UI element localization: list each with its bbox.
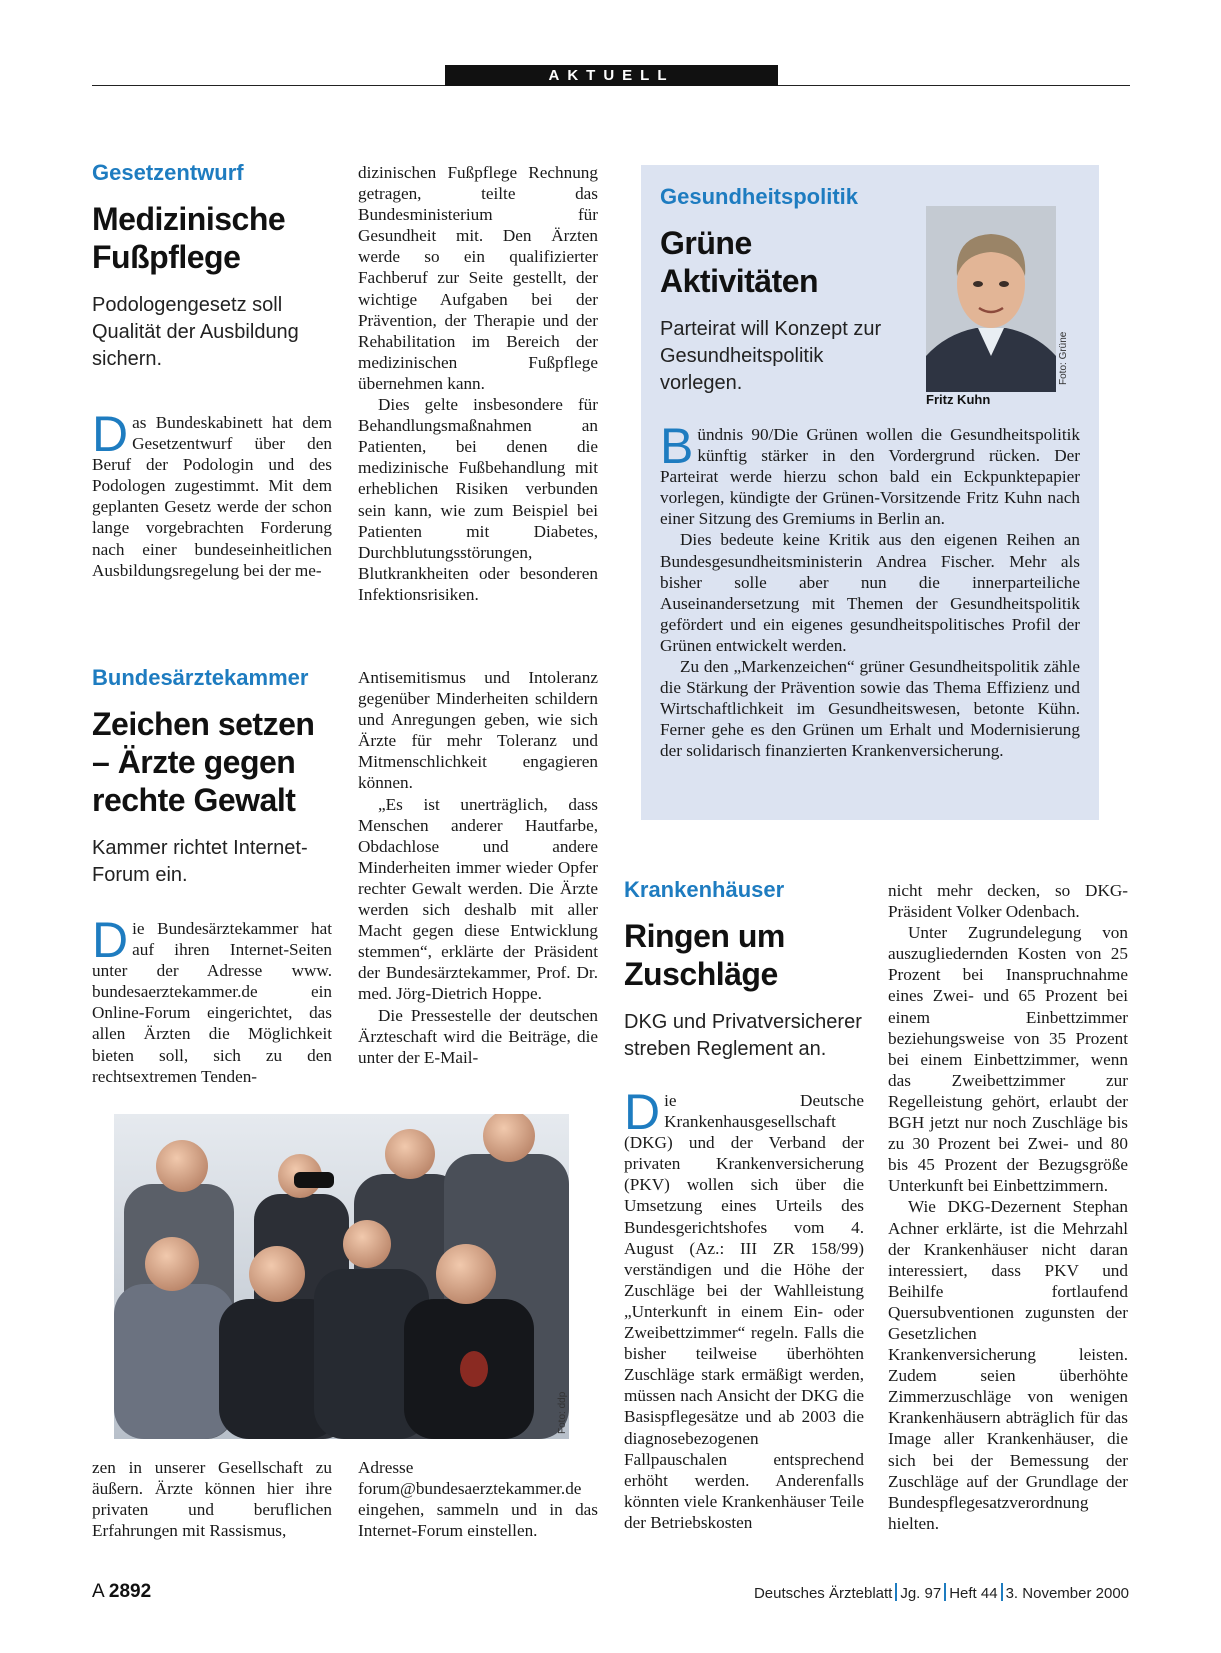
issue: Heft 44 xyxy=(949,1585,998,1602)
footer-citation xyxy=(754,1583,1129,1602)
headline: Grüne Aktivitäten xyxy=(660,225,819,299)
body-paragraph: nicht mehr decken, so DKG-Präsident Volker Odenbach. xyxy=(888,881,1128,922)
body-text: ie Bundesärztekammer hat auf ihren Internet-Seiten unter der Adresse www. bundesaerztekammer.de ein Online-Forum eingerichtet, das allen Ärzten die Möglichkeit bieten soll, sich zu den rechtsextremen Tenden- xyxy=(92,919,332,1086)
article-fusspflege-col1 xyxy=(92,406,332,581)
article-aerztekammer-col2 xyxy=(358,667,598,1068)
kicker: Gesundheitspolitik xyxy=(660,184,859,209)
article-krankenhaeuser-col1 xyxy=(624,1084,864,1533)
deck: DKG und Privatversicherer streben Reglement an. xyxy=(624,1011,862,1060)
page-number xyxy=(92,1581,151,1603)
separator xyxy=(1001,1583,1003,1601)
article-aerztekammer-col2-cont xyxy=(358,1457,598,1541)
journal-name: Deutsches Ärzteblatt xyxy=(753,1585,893,1602)
body-paragraph: Unter Zugrundelegung von auszugliedernden Kosten von 25 Prozent bei Inanspruchnahme eines Zwei- und 65 Prozent bei einem Einbettzimmer beziehungsweise von 35 Prozent bei einem Einbettzimmer, wenn das Zweibettzimmer zur Regelleistung gehört, erlaubt der BGH jetzt nur noch Zuschläge bis zu 30 Prozent bei Zwei- und 80 bis 45 Prozent der Bezugsgröße Unterkunft bei Einbettzimmern. xyxy=(888,923,1128,1196)
body-text: ie Deutsche Krankenhausgesellschaft (DKG) und der Verband der privaten Krankenversicherung (PKV) wollen sich über die Umsetzung eines Urteils des Bundesgerichtshofes vom 4. August (Az.: III ZR 158/99) verständigen und die Höhe der Zuschläge bei der Wahlleistung „Unterkunft in einem Ein- oder Zweibettzimmer“ regeln. Falls die bisher teilweise überhöhten Zuschläge stark ermäßigt werden, müssen nach Ansicht der DKG die Basispflegesätze und ab 2003 die diagnosebezogenen Fallpauschalen entsprechend erhöht werden. Anderenfalls könnten viele Krankenhäuser Teile der Betriebskosten xyxy=(624,1091,864,1532)
article-gruene-intro xyxy=(660,184,910,397)
article-krankenhaeuser-intro xyxy=(624,877,864,1063)
page-number-value: 2892 xyxy=(108,1581,152,1602)
portrait-photo xyxy=(926,206,1056,392)
article-aerztekammer-intro xyxy=(92,665,337,889)
deck: Parteirat will Konzept zur Gesundheitspolitik vorlegen. xyxy=(660,318,882,394)
article-gruene-body xyxy=(660,418,1080,762)
body-paragraph: Dies gelte insbesondere für Behandlungsmaßnahmen an Patienten, bei denen die medizinische Fußbehandlung mit erheblichen Risiken verbunden sein kann, wie zum Beispiel bei Patienten mit Diabetes, Durchblutungsstörungen, Blutkrankheiten oder besonderen Infektionsrisiken. xyxy=(358,395,598,604)
article-aerztekammer-col1 xyxy=(92,912,332,1087)
body-paragraph: Wie DKG-Dezernent Stephan Achner erklärte, ist die Mehrzahl der Krankenhäuser nicht daran interessiert, dass PKV und Beihilfe fortlaufend Quersubventionen zugunsten der Gesetzlichen Krankenversicherung leisten. Zudem seien überhöhte Zimmerzuschläge von wenigen Krankenhäusern abträglich für das Image aller Krankenhäuser, die sich bei der Bemessung der Zuschläge auf der Grundlage der Bundespflegesatzverordnung hielten. xyxy=(888,1197,1128,1533)
kicker: Bundesärztekammer xyxy=(92,665,309,690)
photo-credit: Foto: ddp xyxy=(557,1391,568,1434)
kicker: Gesetzentwurf xyxy=(92,160,244,185)
date: 3. November 2000 xyxy=(1005,1585,1129,1602)
dropcap: D xyxy=(92,912,129,968)
body-text: as Bundeskabinett hat dem Gesetzentwurf über den Beruf der Podologin und des Podologen zugestimmt. Mit dem geplanten Gesetz werde der schon lange vorgebrachten Forderung nach einer bundeseinheitlichen Ausbildungsregelung bei der me- xyxy=(92,413,332,580)
article-fusspflege-col2 xyxy=(358,162,598,605)
deck: Kammer richtet Internet-Forum ein. xyxy=(92,837,308,886)
body-paragraph: Antisemitismus und Intoleranz gegenüber Minderheiten schildern und Anregungen geben, wie sich Ärzte für mehr Toleranz und Mitmenschlichkeit engagieren können. xyxy=(358,668,598,793)
body-paragraph: Adresse forum@bundesaerztekammer.de eingehen, sammeln und in das Internet-Forum einstellen. xyxy=(358,1458,598,1541)
crowd-photo xyxy=(114,1114,569,1439)
article-fusspflege-intro xyxy=(92,160,332,373)
photo-caption: Fritz Kuhn xyxy=(926,392,991,407)
article-aerztekammer-col1-cont xyxy=(92,1457,332,1541)
portrait-illustration xyxy=(926,206,1056,392)
volume: Jg. 97 xyxy=(900,1585,942,1602)
crowd-photo-illustration xyxy=(114,1114,569,1439)
kicker: Krankenhäuser xyxy=(624,877,785,902)
body-paragraph: Dies bedeute keine Kritik aus den eigenen Reihen an Bundesgesundheitsministerin Andrea Fischer. Mehr als bisher solle aber nun die innerparteiliche Auseinandersetzung mit Themen der Gesundheitspolitik gefördert und ein eigenes gesundheitspolitisches Profil der Grünen entwickelt werden. xyxy=(660,530,1080,655)
body-text: ündnis 90/Die Grünen wollen die Gesundheitspolitik künftig stärker in den Vordergrund rücken. Der Parteirat werde hierzu schon bald ein Eckpunktepapier vorlegen, kündigte der Grünen-Vorsitzende Fritz Kuhn nach einer Sitzung des Gremiums in Berlin an. xyxy=(660,425,1080,529)
body-paragraph: dizinischen Fußpflege Rechnung getragen, teilte das Bundesministerium für Gesundheit mit. Den Ärzten werde so ein qualifizierter Fachberuf zur Seite gestellt, der wichtige Aufgaben bei der Prävention, der Therapie und der Rehabilitation im Bereich der medizinischen Fußpflege übernehmen kann. xyxy=(358,163,598,393)
body-paragraph: Zu den „Markenzeichen“ grüner Gesundheitspolitik zähle die Stärkung der Prävention sowie das Thema Effizienz und Wirtschaftlichkeit im Gesundheitswesen, betonte Kühn. Ferner gehe es den Grünen um Erhalt und Modernisierung der solidarisch finanzierten Krankenversicherung. xyxy=(660,657,1080,761)
separator xyxy=(944,1583,946,1601)
separator xyxy=(895,1583,897,1601)
page-prefix: A xyxy=(92,1581,104,1602)
body-paragraph: zen in unserer Gesellschaft zu äußern. Ärzte können hier ihre privaten und beruflichen Erfahrungen mit Rassismus, xyxy=(92,1458,332,1541)
dropcap: D xyxy=(92,406,129,462)
dropcap: D xyxy=(624,1084,661,1140)
section-label: AKTUELL xyxy=(445,65,778,86)
headline: Medizinische Fußpflege xyxy=(92,201,286,275)
dropcap: B xyxy=(660,418,694,474)
photo-credit: Foto: Grüne xyxy=(1058,331,1069,385)
article-krankenhaeuser-col2 xyxy=(888,880,1128,1534)
headline: Zeichen setzen – Ärzte gegen rechte Gewalt xyxy=(92,706,315,818)
body-paragraph: Die Pressestelle der deutschen Ärzteschaft wird die Beiträge, die unter der E-Mail- xyxy=(358,1005,598,1067)
body-paragraph: „Es ist unerträglich, dass Menschen anderer Hautfarbe, Obdachlose und andere Minderheiten immer wieder Opfer rechter Gewalt werden. Die Ärzte werden sich deshalb mit aller Macht gegen diese Entwicklung stemmen“, erklärte der Präsident der Bundesärztekammer, Prof. Dr. med. Jörg-Dietrich Hoppe. xyxy=(358,794,598,1004)
headline: Ringen um Zuschläge xyxy=(624,918,785,992)
deck: Podologengesetz soll Qualität der Ausbildung sichern. xyxy=(92,294,299,370)
